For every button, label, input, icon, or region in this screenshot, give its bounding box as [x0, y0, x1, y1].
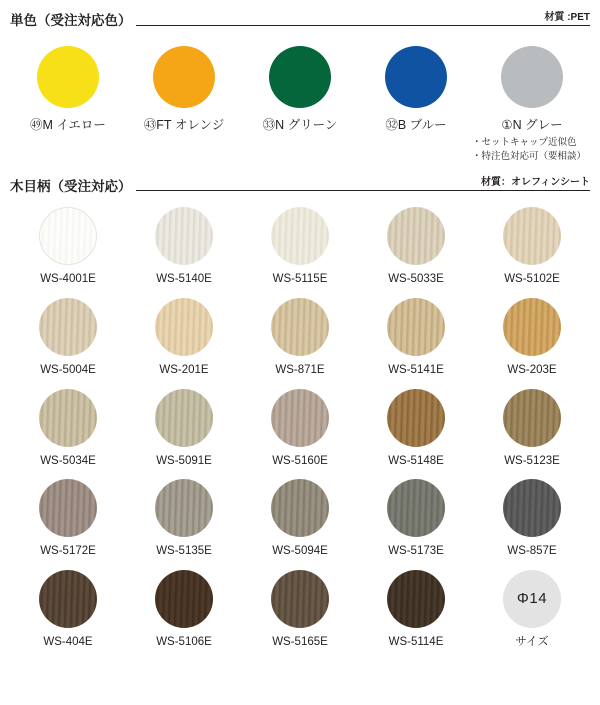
solid-color-disc — [269, 46, 331, 108]
solid-color-disc — [37, 46, 99, 108]
size-marker-label: サイズ — [515, 635, 549, 648]
wood-grain-disc — [155, 389, 213, 447]
wood-grain-label: WS-5173E — [388, 545, 444, 558]
wood-grain-swatch[interactable] — [126, 479, 242, 558]
wood-grain-label: WS-5148E — [388, 454, 444, 467]
wood-grain-disc — [503, 207, 561, 265]
wood-grain-swatch[interactable] — [242, 298, 358, 377]
wood-grain-swatch[interactable] — [358, 298, 474, 377]
wood-grain-disc — [155, 479, 213, 537]
solid-color-label: ㉝N グリーン — [262, 117, 338, 132]
solid-color-swatch[interactable] — [474, 46, 590, 133]
wood-grain-disc — [39, 207, 97, 265]
solid-color-disc — [385, 46, 447, 108]
wood-grain-disc — [503, 298, 561, 356]
solid-color-swatch[interactable] — [10, 46, 126, 133]
wood-grain-swatch[interactable] — [126, 207, 242, 286]
solid-color-label: ㊾M イエロー — [30, 117, 106, 132]
wood-grain-disc — [271, 207, 329, 265]
wood-grain-label: WS-5165E — [272, 635, 328, 648]
wood-grain-swatch[interactable] — [474, 298, 590, 377]
wood-grain-label: WS-5141E — [388, 363, 444, 376]
wood-grain-disc — [155, 570, 213, 628]
wood-grain-disc — [387, 298, 445, 356]
wood-grain-disc — [155, 207, 213, 265]
wood-grain-label: WS-857E — [507, 545, 557, 558]
wood-grain-disc — [271, 298, 329, 356]
wood-grain-label: WS-5172E — [40, 545, 96, 558]
wood-grain-swatch[interactable] — [126, 389, 242, 468]
wood-grain-disc — [39, 298, 97, 356]
solid-color-notes — [10, 136, 590, 164]
solid-color-material-label: 材質 :PET — [538, 13, 590, 23]
solid-color-swatch[interactable] — [358, 46, 474, 133]
solid-color-label: ㊸FT オレンジ — [143, 117, 225, 132]
solid-color-section-title: 単色（受注対応色） — [10, 13, 132, 28]
solid-color-swatch-grid — [10, 46, 590, 133]
solid-color-swatch[interactable] — [126, 46, 242, 133]
wood-grain-label: WS-5094E — [272, 545, 328, 558]
solid-color-label: ①N グレー — [501, 117, 563, 132]
wood-grain-disc — [387, 479, 445, 537]
wood-grain-disc — [155, 298, 213, 356]
wood-grain-swatch[interactable] — [242, 570, 358, 649]
wood-grain-swatch[interactable] — [10, 479, 126, 558]
wood-grain-swatch[interactable] — [242, 389, 358, 468]
wood-grain-swatch[interactable] — [242, 207, 358, 286]
wood-grain-swatch[interactable] — [126, 298, 242, 377]
solid-color-label: ㉜B ブルー — [385, 117, 447, 132]
wood-grain-disc — [271, 570, 329, 628]
wood-grain-swatch[interactable] — [10, 207, 126, 286]
wood-grain-disc — [39, 570, 97, 628]
color-sample-sheet — [0, 11, 600, 705]
solid-color-disc — [153, 46, 215, 108]
wood-grain-label: WS-5102E — [504, 273, 560, 286]
wood-grain-label: WS-201E — [159, 363, 209, 376]
wood-grain-label: WS-5091E — [156, 454, 212, 467]
wood-grain-label: WS-203E — [507, 363, 557, 376]
wood-grain-swatch[interactable] — [358, 570, 474, 649]
wood-grain-label: WS-4001E — [40, 273, 96, 286]
wood-grain-disc — [387, 207, 445, 265]
solid-color-section-header — [10, 11, 590, 30]
wood-grain-label: WS-5140E — [156, 273, 212, 286]
wood-grain-label: WS-404E — [43, 635, 93, 648]
wood-grain-swatch[interactable] — [10, 570, 126, 649]
wood-grain-section-title: 木目柄（受注対応） — [10, 178, 132, 194]
wood-grain-label: WS-5135E — [156, 545, 212, 558]
solid-color-swatch[interactable] — [242, 46, 358, 133]
wood-grain-swatch[interactable] — [358, 207, 474, 286]
wood-grain-swatch[interactable] — [358, 389, 474, 468]
wood-grain-label: WS-5033E — [388, 273, 444, 286]
wood-grain-disc — [503, 389, 561, 447]
wood-grain-label: WS-871E — [275, 363, 325, 376]
wood-grain-label: WS-5123E — [504, 454, 560, 467]
wood-grain-label: WS-5034E — [40, 454, 96, 467]
wood-grain-swatch[interactable] — [10, 389, 126, 468]
wood-grain-label: WS-5106E — [156, 635, 212, 648]
wood-grain-disc — [39, 389, 97, 447]
size-marker-cell — [474, 570, 590, 649]
wood-grain-swatch-grid — [10, 207, 590, 660]
wood-grain-disc — [39, 479, 97, 537]
wood-grain-swatch[interactable] — [474, 207, 590, 286]
wood-grain-label: WS-5004E — [40, 363, 96, 376]
wood-grain-label: WS-5160E — [272, 454, 328, 467]
wood-grain-material-label: 材質：オレフィンシート — [475, 178, 590, 188]
wood-grain-disc — [271, 389, 329, 447]
wood-grain-swatch[interactable] — [474, 479, 590, 558]
wood-grain-swatch[interactable] — [242, 479, 358, 558]
wood-grain-disc — [503, 479, 561, 537]
wood-grain-disc — [271, 479, 329, 537]
note-line: ・セットキャップ近似色 — [472, 137, 577, 149]
wood-grain-swatch[interactable] — [10, 298, 126, 377]
solid-color-disc — [501, 46, 563, 108]
wood-grain-section-rule — [136, 177, 591, 191]
wood-grain-section-header — [10, 177, 590, 196]
wood-grain-label: WS-5115E — [272, 273, 328, 286]
note-line: ・特注色対応可（要相談） — [472, 151, 587, 163]
wood-grain-disc — [387, 389, 445, 447]
size-marker-disc: Φ14 — [503, 570, 561, 628]
wood-grain-swatch[interactable] — [474, 389, 590, 468]
wood-grain-disc — [387, 570, 445, 628]
wood-grain-swatch[interactable] — [358, 479, 474, 558]
wood-grain-label: WS-5114E — [388, 635, 444, 648]
wood-grain-swatch[interactable] — [126, 570, 242, 649]
solid-color-section-rule — [136, 11, 591, 26]
